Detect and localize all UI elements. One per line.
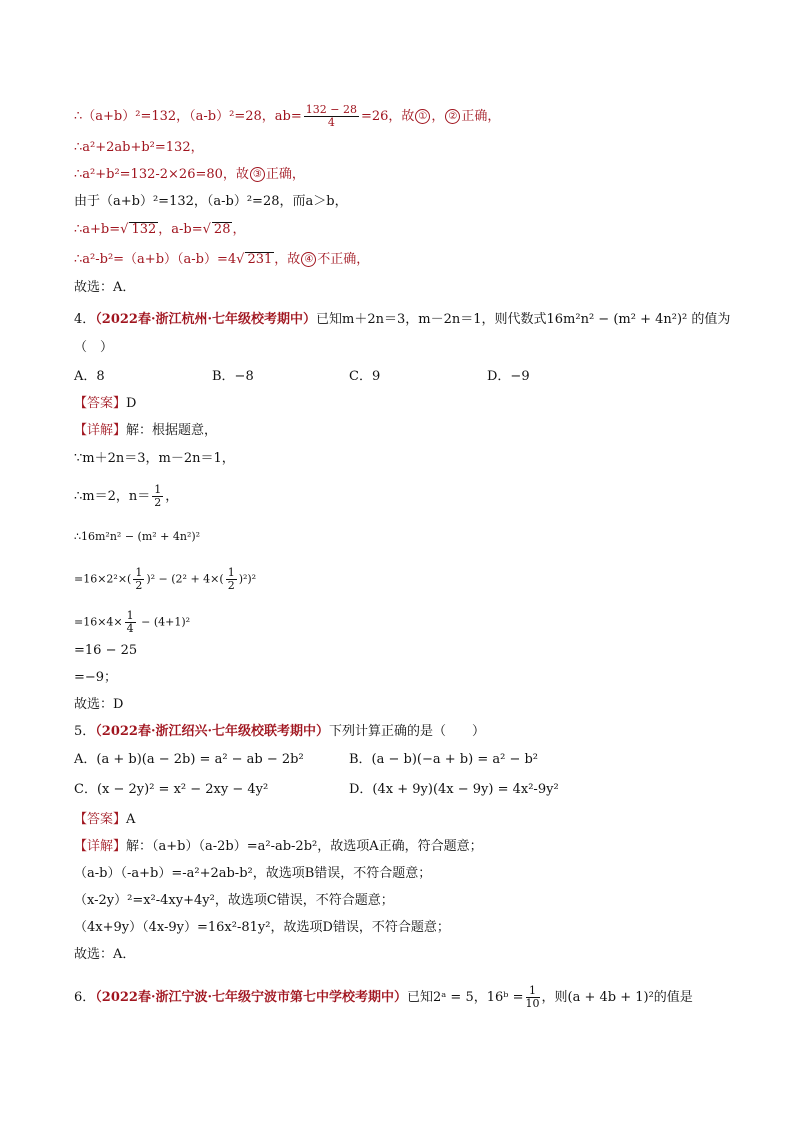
detail-line <box>74 837 483 857</box>
option-b: B．(a − b)(−a + b) = a² − b² <box>349 752 539 767</box>
q4-step-2 <box>74 484 178 509</box>
circled-1: ① <box>415 109 430 124</box>
solution-line-4: 由于（a+b）²=132，（a-b）²=28，而a＞b， <box>74 194 348 209</box>
text: ∴m＝2，n＝ <box>74 489 151 504</box>
text: ∴a+b= <box>74 222 121 237</box>
text: )²)² <box>238 572 257 586</box>
q5-detail-3: （x-2y）²=x²-4xy+4y²，故选项C错误，不符合题意； <box>74 893 394 908</box>
answer-line <box>74 810 135 830</box>
numerator: 1 <box>154 483 162 496</box>
denominator: 10 <box>525 997 540 1010</box>
numerator: 1 <box>135 566 143 579</box>
solution-line-2: ∴a²+2ab+b²=132， <box>74 140 204 155</box>
fraction <box>304 104 359 129</box>
fraction <box>226 567 237 592</box>
text: ，故 <box>274 252 301 267</box>
circled-3: ③ <box>250 167 265 182</box>
solution-line-7: 故选：A． <box>74 280 136 295</box>
circled-4: ④ <box>301 252 316 267</box>
sqrt-value: 231 <box>247 252 273 267</box>
question-4-stem <box>74 310 730 330</box>
denominator: 4 <box>126 622 134 635</box>
option-a: A．(a + b)(a − 2b) = a² − ab − 2b² <box>74 752 304 767</box>
question-4-paren: （ ） <box>74 340 114 355</box>
q5-detail-4: （4x+9y）（4x-9y）=16x²-81y²，故选项D错误，不符合题意； <box>74 920 450 935</box>
detail-label: 【详解】 <box>74 839 127 854</box>
text: =26，故 <box>360 109 415 124</box>
fraction <box>133 567 144 592</box>
option-d: D．(4x + 9y)(4x − 9y) = 4x²-9y² <box>349 782 559 797</box>
option-b: B．−8 <box>212 369 254 384</box>
q4-step-4 <box>74 567 256 592</box>
q4-step-5 <box>74 610 190 635</box>
question-number: 6． <box>74 990 96 1005</box>
solution-line-3 <box>74 165 305 185</box>
answer-value: D <box>126 396 137 411</box>
detail-line <box>74 421 217 441</box>
numerator: 1 <box>526 985 540 998</box>
solution-line-1 <box>74 104 500 129</box>
question-text: 已知m＋2n＝3，m－2n＝1，则代数式16m²n² − (m² + 4n²)² 的值为 <box>316 312 731 327</box>
fraction <box>526 985 540 1010</box>
text: ∴a²-b²=（a+b）（a-b）=4 <box>74 252 237 267</box>
answer-value: A <box>126 812 136 827</box>
option-a: A．8 <box>74 369 105 384</box>
question-number: 5． <box>74 724 96 739</box>
circled-2: ② <box>445 109 460 124</box>
denominator: 2 <box>135 579 143 592</box>
question-text: 已知2ᵃ = 5，16ᵇ = <box>407 990 524 1005</box>
q5-detail-5: 故选：A． <box>74 947 136 962</box>
fraction <box>125 610 136 635</box>
text: − (4+1)² <box>137 615 191 629</box>
q4-step-3: ∴16m²n² − (m² + 4n²)² <box>74 530 201 543</box>
source-tag: （2022春·浙江宁波·七年级宁波市第七中学校考期中） <box>95 990 408 1005</box>
text: ∴（a+b）²=132，（a-b）²=28，ab= <box>74 109 302 124</box>
option-d: D．−9 <box>487 369 530 384</box>
q4-step-7: =−9； <box>74 670 118 685</box>
text: ∴a²+b²=132-2×26=80，故 <box>74 167 249 182</box>
solution-line-5: ∴a+b=√ 132 ，a-b=√ 28 ， <box>74 222 246 237</box>
answer-line <box>74 394 136 414</box>
denominator: 2 <box>154 496 162 509</box>
sqrt-value: 28 <box>213 222 231 237</box>
question-text: ，则(a + 4b + 1)²的值是 <box>541 990 693 1005</box>
detail-label: 【详解】 <box>74 423 127 438</box>
numerator: 1 <box>227 566 235 579</box>
fraction <box>152 484 163 509</box>
text: 正确， <box>265 167 305 182</box>
detail-text: 解：根据题意， <box>126 423 218 438</box>
text: =16×4× <box>74 615 123 629</box>
solution-line-6: ∴a²-b²=（a+b）（a-b）=4√ 231 ，故 ④ 不正确， <box>74 252 370 267</box>
denominator: 2 <box>227 579 235 592</box>
question-5-stem <box>74 722 485 742</box>
numerator: 1 <box>126 609 134 622</box>
text: )² − (2² + 4×( <box>146 572 224 586</box>
option-c: C．(x − 2y)² = x² − 2xy − 4y² <box>74 782 269 797</box>
question-number: 4． <box>74 312 96 327</box>
q5-detail-2: （a-b）（-a+b）=-a²+2ab-b²，故选项B错误，不符合题意； <box>74 866 432 881</box>
question-6-stem <box>74 985 693 1010</box>
q4-step-6: =16 − 25 <box>74 643 138 658</box>
text: ， <box>165 489 179 504</box>
text: 正确， <box>461 109 501 124</box>
source-tag: （2022春·浙江杭州·七年级校考期中） <box>95 312 317 327</box>
answer-label: 【答案】 <box>74 812 127 827</box>
sqrt-value: 132 <box>131 222 157 237</box>
text: 不正确， <box>317 252 370 267</box>
answer-label: 【答案】 <box>74 396 127 411</box>
text: ， <box>431 109 445 124</box>
source-tag: （2022春·浙江绍兴·七年级校联考期中） <box>95 724 330 739</box>
question-text: 下列计算正确的是（ ） <box>329 724 486 739</box>
option-c: C．9 <box>349 369 381 384</box>
numerator: 132 − 28 <box>305 103 357 116</box>
detail-text: 解：（a+b）（a-2b）=a²-ab-2b²，故选项A正确，符合题意； <box>126 839 483 854</box>
text: ， <box>232 222 246 237</box>
denominator: 4 <box>327 116 335 129</box>
text: ，a-b= <box>158 222 203 237</box>
q4-step-8: 故选：D <box>74 697 124 712</box>
text: =16×2²×( <box>74 572 132 586</box>
q4-step-1: ∵m＋2n＝3，m－2n＝1， <box>74 451 235 466</box>
